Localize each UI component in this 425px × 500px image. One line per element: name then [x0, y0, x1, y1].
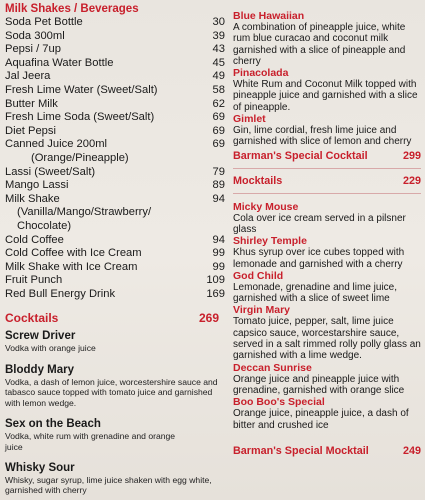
menu-row: Butter Milk 62	[5, 97, 225, 110]
list-item: Micky Mouse Cola over ice cream served in a pilsner glass	[233, 200, 406, 235]
menu-row: Pepsi / 7up 43	[5, 43, 225, 56]
list-item: Whisky Sour Whisky, sugar syrup, lime juice shaken with egg white, garnished with cherry	[5, 461, 212, 496]
list-item: Deccan Sunrise Orange juice and pineapple juice with grenadine, garnished with orange slice	[233, 361, 405, 396]
menu-row: Canned Juice 200ml 69	[5, 138, 225, 151]
list-item: Sex on the Beach Vodka, white rum with grenadine and orange juice	[5, 418, 176, 452]
divider	[233, 168, 421, 169]
list-item: God Child Lemonade, grenadine and lime juice, garnished with a slice of sweet lime	[233, 269, 397, 305]
menu-row: Milk Shake 94	[5, 192, 225, 205]
cocktails-price: 269	[198, 311, 219, 326]
menu-row: Diet Pepsi 69	[5, 124, 225, 137]
list-item: Gimlet Gin, lime cordial, fresh lime juice and garnished with slice of lemon and cherry	[233, 113, 412, 148]
milkshakes-heading: Milk Shakes / Beverages	[5, 3, 139, 15]
mocktails-heading: Mocktails 229	[233, 174, 421, 187]
list-item: Shirley Temple Khus syrup over ice cubes topped with lemonade and garnished with a cherry	[233, 235, 405, 270]
barmans-cocktail-row: Barman's Special Cocktail 299	[233, 149, 421, 162]
menu-row-subtext: Chocolate)	[17, 219, 72, 232]
menu-row: Milk Shake with Ice Cream 99	[5, 260, 225, 273]
mocktails-price: 229	[402, 174, 421, 187]
list-item: Boo Boo's Special Orange juice, pineapple juice, a dash of bitter and crushed ice	[233, 396, 409, 431]
cocktails-heading: Cocktails 269	[5, 311, 225, 325]
menu-row: Lassi (Sweet/Salt) 79	[5, 165, 225, 178]
barmans-mocktail-row: Barman's Special Mocktail 249	[233, 444, 421, 457]
list-item: Pinacolada White Rum and Coconut Milk topped with pineapple juice and garnished with a slice of pineapple.	[233, 67, 418, 113]
list-item: Screw Driver Vodka with orange juice	[5, 330, 96, 354]
menu-row: Aquafina Water Bottle 45	[5, 56, 225, 69]
menu-row: Soda Pet Bottle 30	[5, 16, 225, 28]
right-column	[233, 10, 421, 458]
menu-row: Fresh Lime Soda (Sweet/Salt) 69	[5, 111, 225, 124]
menu-row-subtext: (Vanilla/Mango/Strawberry/	[17, 206, 152, 219]
list-item: Virgin Mary Tomato juice, pepper, salt, lime juice capsico sauce, worcestarshire sauce, served in a salt rimmed rolly polly glass an garnished with a lime wedge.	[233, 304, 421, 362]
divider	[233, 193, 421, 194]
left-column	[5, 3, 225, 496]
menu-row: Jal Jeera 49	[5, 70, 225, 83]
menu-row-subtext: (Orange/Pineapple)	[31, 151, 129, 164]
list-item: Bloddy Mary Vodka, a dash of lemon juice, worcestershire sauce and tabasco sauce topped with tomato juice and garnished with lemon wedge.	[5, 363, 218, 408]
menu-row: Fresh Lime Water (Sweet/Salt) 58	[5, 83, 225, 96]
menu-row: Mango Lassi 89	[5, 179, 225, 192]
menu-row: Red Bull Energy Drink 169	[5, 287, 225, 300]
menu-row: Cold Coffee with Ice Cream 99	[5, 247, 225, 260]
menu-row: Cold Coffee 94	[5, 233, 225, 246]
list-item: Blue Hawaiian A combination of pineapple juice, white rum blue curacao and coconut milk garnished with a slice of pineapple and cherry	[233, 10, 406, 67]
menu-row: Soda 300ml 39	[5, 29, 225, 42]
menu-row: Fruit Punch 109	[5, 274, 225, 287]
